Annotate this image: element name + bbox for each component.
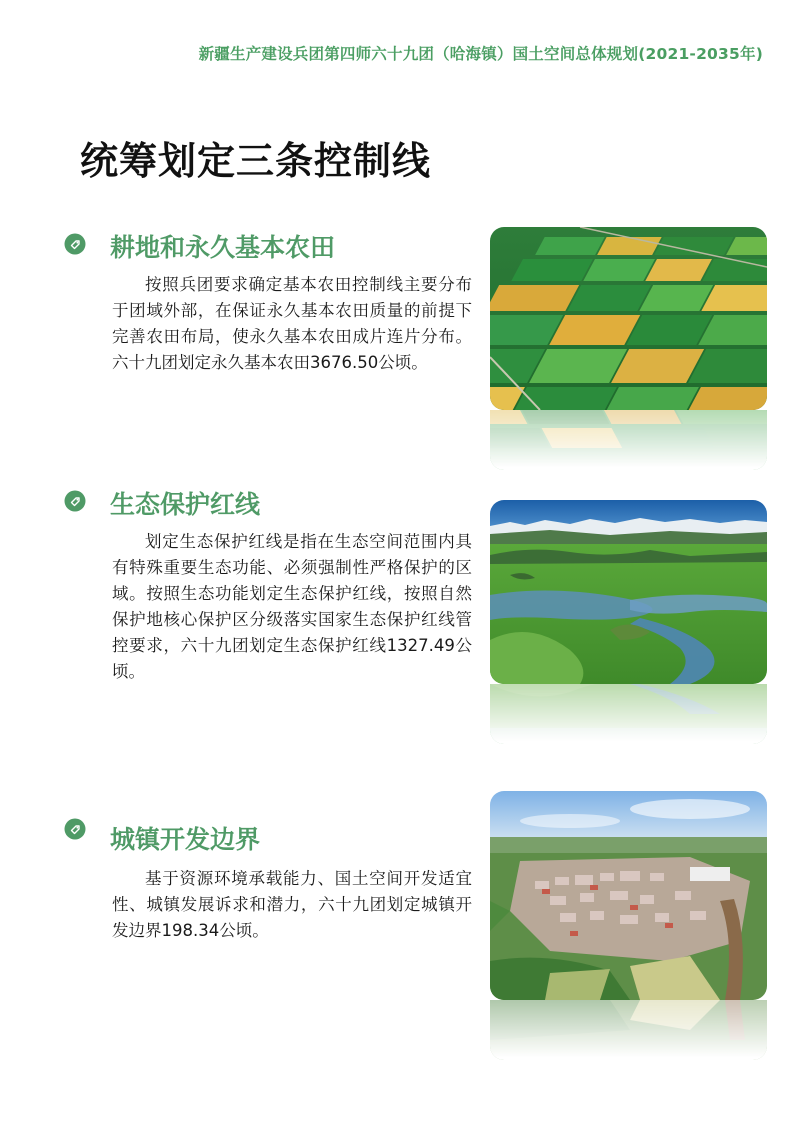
tag-icon [64, 490, 86, 512]
section-body: 基于资源环境承载能力、国土空间开发适宜性、城镇发展诉求和潜力，六十九团划定城镇开发边界198.34公顷。 [112, 869, 472, 940]
section-heading: 城镇开发边界 [110, 825, 261, 854]
tag-icon [64, 818, 86, 840]
page-title: 统筹划定三条控制线 [80, 139, 432, 183]
town-aerial-photo-reflection [490, 1000, 767, 1060]
section-body: 按照兵团要求确定基本农田控制线主要分布于团域外部，在保证永久基本农田质量的前提下完善农田布局，使永久基本农田成片连片分布。六十九团划定永久基本农田3676.50公顷。 [112, 275, 472, 372]
grassland-river-photo-reflection [490, 684, 767, 744]
tag-icon [64, 233, 86, 255]
farmland-photo-reflection [490, 410, 767, 470]
grassland-river-photo [490, 500, 767, 684]
section-body: 划定生态保护红线是指在生态空间范围内具有特殊重要生态功能、必须强制性严格保护的区域。按照生态功能划定生态保护红线，按照自然保护地核心保护区分级落实国家生态保护红线管控要求，六十九团划定生态保护红线1327.49公顷。 [112, 532, 472, 681]
town-aerial-photo [490, 791, 767, 1000]
document-header: 新疆生产建设兵团第四师六十九团（哈海镇）国土空间总体规划(2021-2035年) [198, 45, 763, 63]
section-heading: 生态保护红线 [110, 490, 261, 519]
farmland-photo [490, 227, 767, 410]
section-heading: 耕地和永久基本农田 [110, 233, 336, 262]
